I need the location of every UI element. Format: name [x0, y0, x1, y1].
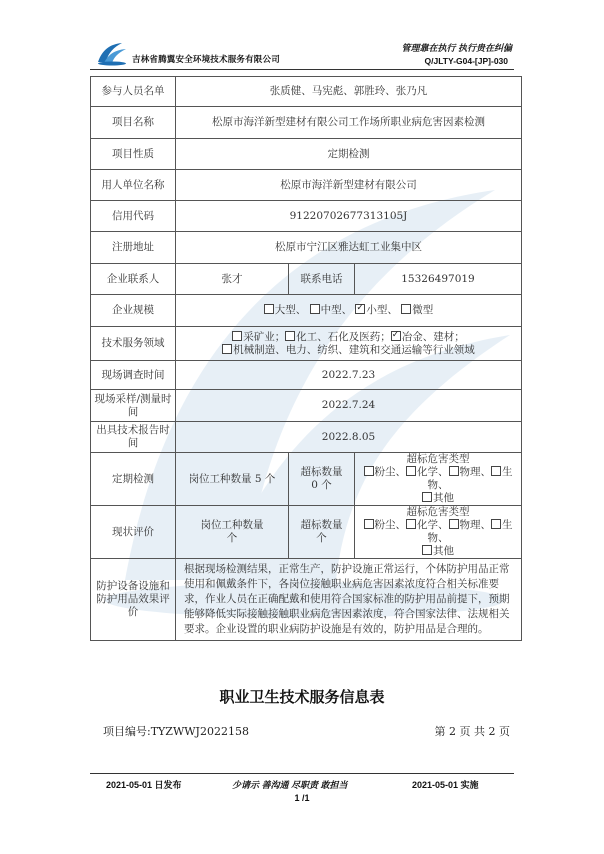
row-credit-code	[91, 201, 522, 232]
document-code: Q/JLTY-G04-[JP]-030	[424, 56, 508, 66]
project-name-label: 项目名称	[91, 107, 176, 139]
checked-checkbox-icon	[355, 304, 365, 314]
project-number: 项目编号:TYZWWJ2022158	[103, 725, 249, 738]
phone-label: 联系电话	[289, 264, 355, 295]
organization-name: 吉林省腾翼安全环境技术服务有限公司	[132, 54, 280, 64]
row-report-time	[91, 422, 522, 453]
page-header	[0, 0, 604, 70]
participants-label: 参与人员名单	[91, 77, 176, 107]
field-option-metallurgy: ✓ 冶金、建材；	[391, 331, 465, 343]
protection-text: 根据现场检测结果，正常生产，防护设施正常运行，个体防护用品正常使用和佩戴条件下，各岗位接触职业病危害因素浓度符合相关标准要求，作业人员在正确配戴和使用符合国家标准的防护用品前提下，预期能够降低实际接触接触职业病危害因素浓度，符合国家法律、法规相关要求。企业设置的职业病防护设施是有效的，防护用品是合理的。	[176, 559, 522, 641]
periodic-hazards: 超标危害类型 粉尘、 化学、 物理、 生物、 其他	[355, 453, 522, 506]
project-name-value: 松原市海洋新型建材有限公司工作场所职业病危害因素检测	[176, 107, 522, 139]
periodic-exceed: 超标数量 0 个	[289, 453, 355, 506]
scale-option-large: 大型、	[264, 304, 307, 316]
checkbox-icon	[232, 331, 242, 341]
sampling-time-value: 2022.7.24	[176, 390, 522, 422]
scale-option-small: ✓ 小型、	[355, 304, 398, 316]
status-eval-posts: 岗位工种数量 个	[176, 506, 289, 559]
row-participants	[91, 77, 522, 107]
footer-motto: 少请示 善沟通 尽职责 敢担当	[232, 780, 348, 790]
participants-value: 张质健、马宪彪、郭胜玲、张乃凡	[176, 77, 522, 107]
row-sampling-time	[91, 390, 522, 422]
checkbox-icon	[406, 466, 416, 476]
survey-time-label: 现场调查时间	[91, 361, 176, 390]
service-field-options	[176, 327, 522, 361]
scale-option-medium: 中型、	[310, 304, 353, 316]
row-protection	[91, 559, 522, 641]
project-nature-value: 定期检测	[176, 139, 522, 170]
phone-value: 15326497019	[355, 264, 522, 295]
employer-value: 松原市海洋新型建材有限公司	[176, 170, 522, 201]
contact-name: 张才	[176, 264, 289, 295]
report-time-label: 出具技术报告时间	[91, 422, 176, 453]
periodic-posts: 岗位工种数量 5 个	[176, 453, 289, 506]
sampling-time-label: 现场采样/测量时间	[91, 390, 176, 422]
checkbox-icon	[449, 519, 459, 529]
status-eval-hazards: 超标危害类型 粉尘、 化学、 物理、 生物、 其他	[355, 506, 522, 559]
checkbox-icon	[285, 331, 295, 341]
address-label: 注册地址	[91, 232, 176, 264]
checkbox-icon	[222, 344, 232, 354]
row-survey-time	[91, 361, 522, 390]
employer-label: 用人单位名称	[91, 170, 176, 201]
protection-label: 防护设备设施和防护用品效果评价	[91, 559, 176, 641]
checkbox-icon	[422, 492, 432, 502]
publish-date: 2021-05-01 日发布	[106, 780, 182, 790]
company-logo-icon	[96, 40, 128, 66]
credit-code-value: 91220702677313105J	[176, 201, 522, 232]
row-periodic	[91, 453, 522, 506]
checkbox-icon	[264, 304, 274, 314]
checkbox-icon	[401, 304, 411, 314]
row-project-nature	[91, 139, 522, 170]
checkbox-icon	[310, 304, 320, 314]
checkbox-icon	[422, 545, 432, 555]
status-eval-exceed: 超标数量 个	[289, 506, 355, 559]
scale-options	[176, 295, 522, 327]
form-title: 职业卫生技术服务信息表	[219, 688, 385, 706]
row-address	[91, 232, 522, 264]
contact-label: 企业联系人	[91, 264, 176, 295]
field-option-manufacturing: 机械制造、电力、纺织、建筑和交通运输等行业领域	[222, 344, 475, 356]
row-project-name	[91, 107, 522, 139]
header-divider	[90, 69, 514, 70]
scale-label: 企业规模	[91, 295, 176, 327]
checkbox-icon	[491, 519, 501, 529]
page-info: 第 2 页 共 2 页	[434, 725, 510, 738]
page-number: 1 /1	[294, 793, 310, 803]
project-nature-label: 项目性质	[91, 139, 176, 170]
checked-checkbox-icon	[391, 331, 401, 341]
address-value: 松原市宁江区雅达虹工业集中区	[176, 232, 522, 264]
service-field-label: 技术服务领域	[91, 327, 176, 361]
row-employer	[91, 170, 522, 201]
row-contact	[91, 264, 522, 295]
report-time-value: 2022.8.05	[176, 422, 522, 453]
checkbox-icon	[449, 466, 459, 476]
checkbox-icon	[406, 519, 416, 529]
header-slogan: 管理靠在执行 执行贵在纠偏	[401, 43, 512, 53]
footer-divider	[90, 773, 514, 774]
field-option-mining: 采矿业；	[232, 331, 285, 343]
row-scale	[91, 295, 522, 327]
row-service-field	[91, 327, 522, 361]
checkbox-icon	[364, 466, 374, 476]
service-info-table	[90, 76, 522, 641]
status-eval-label: 现状评价	[91, 506, 176, 559]
scale-option-micro: 微型	[401, 304, 433, 316]
checkbox-icon	[491, 466, 501, 476]
row-status-eval	[91, 506, 522, 559]
periodic-label: 定期检测	[91, 453, 176, 506]
implement-date: 2021-05-01 实施	[412, 780, 479, 790]
survey-time-value: 2022.7.23	[176, 361, 522, 390]
checkbox-icon	[364, 519, 374, 529]
credit-code-label: 信用代码	[91, 201, 176, 232]
field-option-chemical: 化工、石化及医药；	[285, 331, 391, 343]
